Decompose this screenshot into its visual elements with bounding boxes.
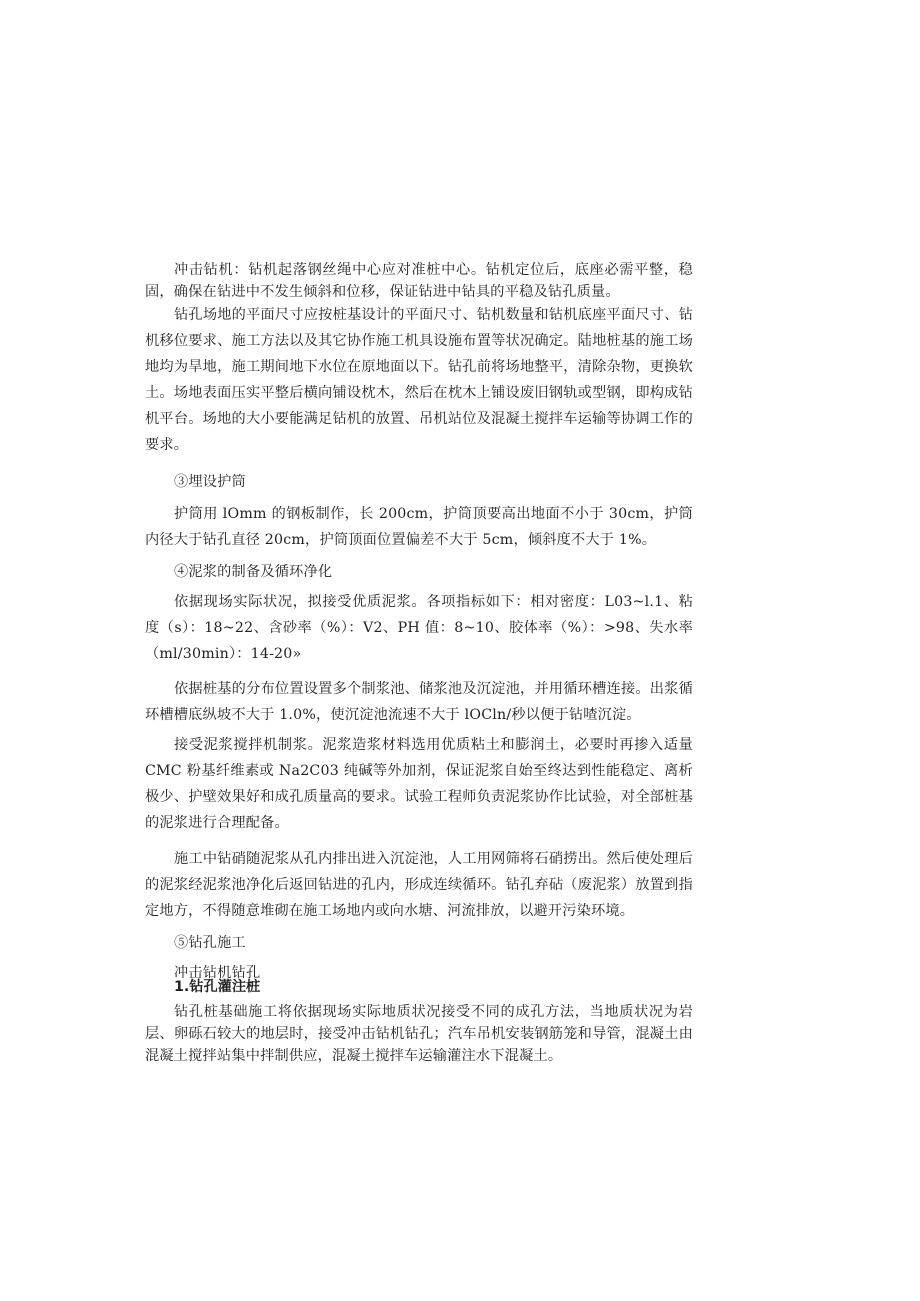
paragraph-percussion-drill: 冲击钻机：钻机起落钢丝绳中心应对准桩中心。钻机定位后，底座必需平整，稳固，确保在钻进中不发生倾斜和位移，保证钻进中钻具的平稳及钻孔质量。 [145,262,693,300]
paragraph-mud-mixing: 接受泥浆搅拌机制浆。泥浆造浆材料选用优质粘土和膨润土，必要时再掺入适量 CMC 粉基纤维素或 Na2C03 纯碱等外加剂，保证泥浆自始至终达到性能稳定、离析极少、护壁效果好和成孔质量高的要求。试验工程师负责泥浆协作比试验，对全部桩基的泥浆进行合理配备。 [145,737,693,831]
paragraph-mud-tanks: 依据桩基的分布位置设置多个制浆池、储浆池及沉淀池，并用循环槽连接。出浆循环槽槽底纵坡不大于 1.0%，使沉淀池流速不大于 lOCln/秒以便于钻喳沉淀。 [145,681,693,723]
paragraph-site-dimensions: 钻孔场地的平面尺寸应按桩基设计的平面尺寸、钻机数量和钻机底座平面尺寸、钻机移位要求、施工方法以及其它协作施工机具设施布置等状况确定。陆地桩基的施工场地均为旱地，施工期间地下水位在原地面以下。钻孔前将场地整平，清除杂物，更换软土。场地表面压实平整后横向铺设枕木，然后在枕木上铺设废旧钢轨或型钢，即构成钻机平台。场地的大小要能满足钻机的放置、吊机站位及混凝土搅拌车运输等协调工作的要求。 [145,307,693,453]
section-mud-heading: ④泥浆的制备及循环净化 [174,564,333,580]
paragraph-cuttings: 施工中钻硝随泥浆从孔内排出进入沉淀池，人工用网筛将石硝捞出。然后使处理后的泥浆经泥浆池净化后返回钻进的孔内，形成连续循环。钻孔弃砧（废泥浆）放置到指定地方，不得随意堆砌在施工场地内或向水塘、河流排放，以避开污染环境。 [145,851,693,919]
section-casing-heading: ③埋设护筒 [174,474,246,490]
paragraph-mud-indicators: 依据现场实际状况，拟接受优质泥浆。各项指标如下：相对密度：L03~l.1、粘度（s）：18~22、含砂率（%）：V2、PH 值：8~10、胶体率（%）：>98、失水率（ml/30min）：14-20» [145,594,693,662]
paragraph-bored-pile: 钻孔桩基础施工将依据现场实际地质状况接受不同的成孔方法，当地质状况为岩层、卵砾石较大的地层时，接受冲击钻机钻孔；汽车吊机安装钢筋笼和导管，混凝土由混凝土搅拌站集中拌制供应，混凝土搅拌车运输灌注水下混凝土。 [145,1004,693,1064]
section-drilling-heading: ⑤钻孔施工 [174,935,246,951]
subheading-percussion-drilling: 冲击钻机钻孔 [174,965,261,981]
heading-bored-pile: 1.钻孔灌注桩 [174,979,261,995]
paragraph-casing: 护筒用 lOmm 的钢板制作，长 200cm，护筒顶要高出地面不小于 30cm，护筒内径大于钻孔直径 20cm，护筒顶面位置偏差不大于 5cm，倾斜度不大于 1%。 [145,506,693,548]
